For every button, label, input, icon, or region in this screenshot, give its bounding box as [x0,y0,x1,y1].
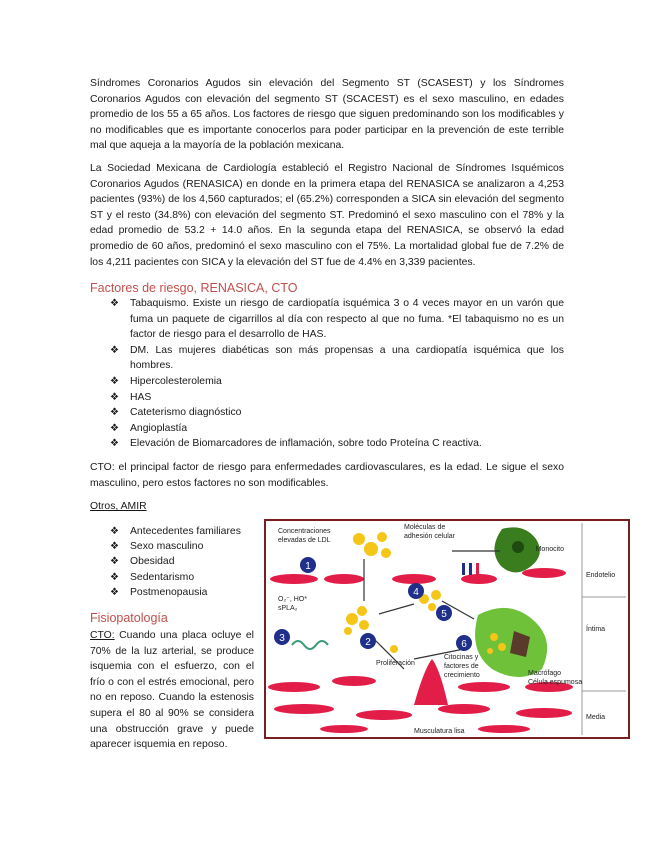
diamond-bullet-icon: ❖ [110,586,119,598]
muscle-cell [478,725,530,733]
muscle-cell [320,725,368,733]
list-item: ❖ Sexo masculino [110,539,270,554]
diamond-bullet-icon: ❖ [110,526,119,537]
diamond-bullet-icon: ❖ [110,407,119,419]
endothelial-cell [324,574,364,584]
label-monocito: Monocito [535,546,564,553]
list-item: ❖ Obesidad [110,554,270,569]
endothelial-cell [522,568,566,578]
muscle-cell [274,704,334,714]
list-item: ❖ Elevación de Biomarcadores de inflamación, sobre todo Proteína C reactiva. [110,436,564,452]
diamond-bullet-icon: ❖ [110,391,119,403]
adhesion-molecule [462,563,465,575]
diamond-bullet-icon: ❖ [110,541,119,553]
list-item: ❖ DM. Las mujeres diabéticas son más propensas a una cardiopatía isquémica que los hombres. [110,344,564,372]
step-marker-3: 3 [279,633,285,644]
risk-factors-list [110,296,564,452]
fisiopatologia-paragraph: CTO: Cuando una placa ocluye el 70% de la luz arterial, se produce isquemia con el esfuerzo, con el frío o con el estrés emocional, pero no en reposo. Cuando la estenosis supera el 80 al 90% se considera una obstrucción grave y puede aparecer isquemia en reposo. [90,630,254,751]
label-concentraciones: Concentraciones [278,528,331,535]
diamond-bullet-icon: ❖ [110,556,119,568]
diamond-bullet-icon: ❖ [110,438,119,450]
atherosclerosis-figure [264,519,630,739]
label-factores: factores de [444,663,479,670]
fisiopatologia-heading: Fisiopatología [90,611,168,625]
step-marker-5: 5 [441,609,447,620]
diamond-bullet-icon: ❖ [110,344,119,356]
label-musculatura: Musculatura lisa [414,728,465,735]
label-moleculas: Moléculas de [404,524,446,531]
list-item: ❖ Antecedentes familiares [110,524,270,539]
list-item: ❖ Angioplastía [110,421,564,437]
otros-label: Otros, AMIR [90,501,147,512]
label-proliferacion: Proliferación [376,660,415,667]
label-ldl: elevadas de LDL [278,537,331,544]
muscle-cell [268,682,320,692]
diamond-bullet-icon: ❖ [110,422,119,434]
list-item: ❖ Postmenopausia [110,585,270,600]
muscle-cell [332,676,376,686]
list-item: ❖ Sedentarismo [110,570,270,585]
step-marker-2: 2 [365,637,371,648]
otros-list [110,524,270,600]
label-media: Media [586,714,606,721]
list-item: ❖ Tabaquismo. Existe un riesgo de cardiopatía isquémica 3 o 4 veces mayor en un varón que fuma un paquete de cigarrillos al día con respecto al que no fuma. *El tabaquismo no es un factor de riesgo para el desarrollo de HAS. [110,298,564,341]
intro-paragraph-2: La Sociedad Mexicana de Cardiología estableció el Registro Nacional de Síndromes Isquémicos Coronarios Agudos (RENASICA) en donde en la primera etapa del RENASICA se analizaron a 4,253 pacientes (93%) de los 4,560 capturados; el (65.2%) corresponden a SICA sin elevación del segmento ST y el resto (34.8%) con elevación del segmento ST. Predominó el sexo masculino con el 78% y la edad promedio de 53.2 + 14.0 años. En la segunda etapa del RENASICA, se observó la edad promedio de 60 años, predominó el sexo masculino con el 75%. La mortalidad global fue de 7.2% de los 4,211 pacientes con SICA y la elevación del ST fue de 4.4% en 3,339 pacientes. [90,163,564,268]
risk-factors-heading: Factores de riesgo, RENASICA, CTO [90,281,298,295]
endothelial-cell [461,574,497,584]
diamond-bullet-icon: ❖ [110,571,119,583]
step-marker-1: 1 [305,561,311,572]
label-espumosa: Célula espumosa [528,679,583,686]
cto-lead: CTO: [90,630,115,641]
list-item: ❖ Hipercolesterolemia [110,374,564,390]
step-marker-6: 6 [461,639,467,650]
label-citocinas: Citocinas y [444,654,479,661]
muscle-cell [458,682,510,692]
cto-note: CTO: el principal factor de riesgo para enfermedades cardiovasculares, es la edad. Le sigue el sexo masculino, pero estos factores no son modificables. [90,462,564,489]
list-item: ❖ Cateterismo diagnóstico [110,405,564,421]
endothelial-cell [270,574,318,584]
diamond-bullet-icon: ❖ [110,375,119,387]
label-o2: O₂⁻, HO* [278,596,307,603]
muscle-cell [438,704,490,714]
label-endotelio: Endotelio [586,572,616,579]
label-spla2: sPLA₂ [278,605,298,612]
label-adhesion: adhesión celular [404,533,455,540]
adhesion-molecule [476,563,479,575]
atherosclerosis-diagram [264,519,630,739]
step-marker-4: 4 [413,587,419,598]
muscle-cell [356,710,412,720]
muscle-cell [516,708,572,718]
label-intima: Íntima [586,626,606,633]
diamond-bullet-icon: ❖ [110,298,119,309]
intro-paragraph-1: Síndromes Coronarios Agudos sin elevación del Segmento ST (SCASEST) y los Síndromes Coronarios Agudos con elevación del segmento ST (SCACEST) es el sexo masculino, en edades promedio de los 55 a 65 años. Los factores de riesgo que siguen predominando son los modificables y no modificables que es importante conocerlos para poder participar en la prevención de este terrible mal que aqueja a la mayoría de la población mexicana. [90,78,564,152]
list-item: ❖ HAS [110,390,564,406]
adhesion-molecule [469,563,472,575]
monocyte-nucleus [512,541,524,553]
endothelial-cell [392,574,436,584]
label-crecimiento: crecimiento [444,672,480,679]
label-macrofago: Macrófago [528,670,562,677]
